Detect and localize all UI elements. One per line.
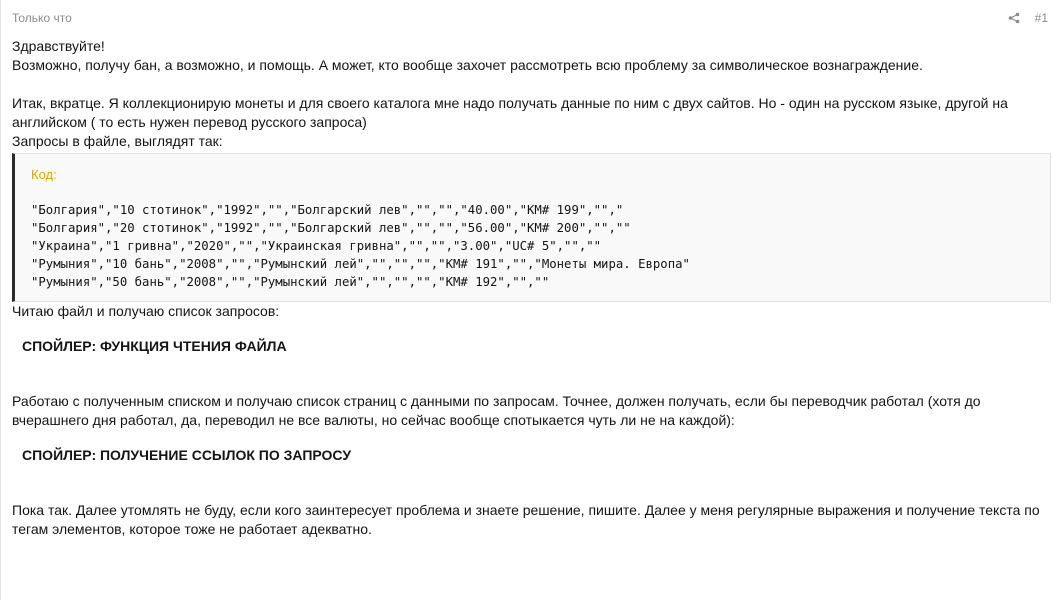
code-line: "Болгария","20 стотинок","1992","","Болгарский лев","","","56.00","KM# 200","","" xyxy=(31,221,631,235)
code-lines xyxy=(31,201,690,291)
code-line: "Болгария","10 стотинок","1992","","Болгарский лев","","","40.00","KM# 199",""," xyxy=(31,203,624,217)
code-block xyxy=(12,153,1051,302)
code-line: "Румыния","50 бань","2008","","Румынский лей","","","","KM# 192","","" xyxy=(31,275,550,289)
code-line: "Румыния","10 бань","2008","","Румынский лей","","","","KM# 191","","Монеты мира. Европа" xyxy=(31,257,690,271)
paragraph-2-line-1: Работаю с полученным списком и получаю список страниц с данными по запросам. Точнее, должен получать, если бы переводчик работал (хотя до xyxy=(12,393,981,409)
post-timestamp[interactable]: Только что xyxy=(12,11,72,25)
paragraph-2-line-2: вчерашнего дня работал, да, переводил не все валюты, но сейчас вообще спотыкается чуть ли не на каждой): xyxy=(12,412,735,428)
post-number-link[interactable]: #1 xyxy=(1034,11,1048,25)
paragraph-3-line-2: тегам элементов, которое тоже не работает адекватно. xyxy=(12,521,372,537)
share-icon[interactable] xyxy=(1008,12,1020,24)
paragraph-3-line-1: Пока так. Далее утомлять не буду, если кого заинтересует проблема и знаете решение, пишите. Далее у меня регулярные выражения и получение текста по xyxy=(12,502,1040,518)
read-file-text: Читаю файл и получаю список запросов: xyxy=(12,303,280,319)
intro-text: Возможно, получу бан, а возможно, и помощь. А может, кто вообще захочет рассмотреть всю проблему за символическое вознаграждение. xyxy=(12,57,923,73)
requests-intro-text: Запросы в файле, выглядят так: xyxy=(12,133,223,149)
post-header xyxy=(12,10,1048,28)
paragraph-1-line-2: английском ( то есть нужен перевод русского запроса) xyxy=(12,114,367,130)
paragraph-1-line-1: Итак, вкратце. Я коллекционирую монеты и для своего каталога мне надо получать данные по ним с двух сайтов. Но - один на русском языке, другой на xyxy=(12,95,1008,111)
spoiler-read-file-function[interactable]: СПОЙЛЕР: ФУНКЦИЯ ЧТЕНИЯ ФАЙЛА xyxy=(22,338,287,354)
code-line: "Украина","1 гривна","2020","","Украинская гривна","","","3.00","UC# 5","","" xyxy=(31,239,602,253)
code-label: Код: xyxy=(31,167,57,182)
spoiler-get-links-by-query[interactable]: СПОЙЛЕР: ПОЛУЧЕНИЕ ССЫЛОК ПО ЗАПРОСУ xyxy=(22,447,352,463)
greeting-text: Здравствуйте! xyxy=(12,38,105,54)
post-body xyxy=(12,37,1052,539)
